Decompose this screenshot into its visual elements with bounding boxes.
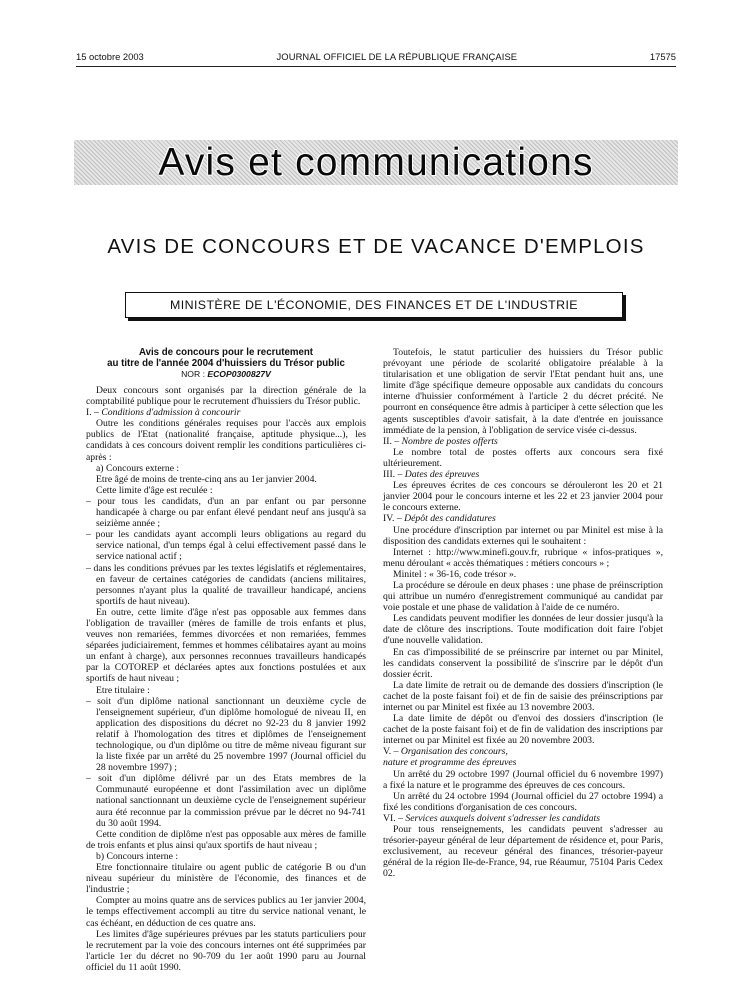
section-heading-number: I. – [86,407,102,419]
paragraph: Pour tous renseignements, les candidats peuvent s'adresser au trésorier-payeur général de leur département de résidence et, pour Paris, exclusivement, au receveur général des finances, trésorier-payeur général de la région Ile-de-France, 94, rue Réaumur, 75104 Paris Cedex 02. [383,824,663,880]
paragraph: a) Concours externe : [96,462,180,474]
paragraph: En cas d'impossibilité de se préinscrire par internet ou par Minitel, les candidats conservent la possibilité de s'inscrire par le dépôt d'un dossier écrit. [383,646,663,680]
paragraph: Les candidats peuvent modifier les données de leur dossier jusqu'à la date de clôture des inscriptions. Toute modification doit faire l'objet d'une nouvelle validation. [383,613,663,647]
paragraph: Un arrêté du 29 octobre 1997 (Journal officiel du 6 novembre 1997) a fixé la nature et le programme des épreuves de ces concours. [383,768,663,791]
section-title: AVIS DE CONCOURS ET DE VACANCE D'EMPLOIS [107,235,645,258]
section-heading-text: Organisation des concours, [400,746,508,758]
paragraph: La date limite de dépôt ou d'envoi des dossiers d'inscription (le cachet de la poste faisant foi) et de fin de validation des inscriptions par internet ou par Minitel est fixée au 20 novembre 2003. [383,713,663,747]
paragraph: Les limites d'âge supérieures prévues par les statuts particuliers pour le recrutement par la voie des concours internes ont été supprimées par l'article 1er du décret no 90-709 du 1er août 1990 paru au Journal officiel du 11 août 1990. [86,928,366,973]
ministry-name: MINISTÈRE DE L'ÉCONOMIE, DES FINANCES ET DE L'INDUSTRIE [170,298,578,312]
banner-title: Avis et communications [158,141,594,184]
section-heading [383,746,663,768]
ministry-box [125,292,623,318]
list-item: – soit d'un diplôme délivré par un des Etats membres de la Communauté européenne et dont l'assimilation avec un diplôme national sanctionnant un deuxième cycle de l'enseignement supérieur aura été reconnue par la commission prévue par le décret no 94-741 du 30 août 1994. [86,773,366,829]
paragraph: b) Concours interne : [96,850,179,862]
section-heading-text: Dates des épreuves [404,469,480,481]
left-column-body [86,385,366,973]
left-column [86,347,366,973]
paragraph: Deux concours sont organisés par la direction générale de la comptabilité publique pour le recrutement d'huissiers du Trésor public. [86,385,366,408]
paragraph: La date limite de retrait ou de demande des dossiers d'inscription (le cachet de la poste faisant foi) et de fin de saisie des préinscriptions par internet ou par Minitel est fixée au 13 novembre 2003. [383,679,663,713]
running-header [76,49,676,63]
section-heading-text: Services auxquels doivent s'adresser les candidats [405,812,600,824]
nor-reference [86,369,366,380]
paragraph: Cette limite d'âge est reculée : [96,484,213,496]
notice-title [86,347,366,369]
right-column-body [383,347,663,880]
section-heading-number: II. – [383,435,402,447]
list-item: – pour tous les candidats, d'un an par enfant ou par personne handicapée à charge ou par enfant élevé pendant neuf ans jusqu'à sa seizième année ; [86,495,366,530]
page-number: 17575 [649,50,676,62]
section-heading-text: Nombre de postes offerts [401,435,498,447]
nor-code: ECOP0300827V [207,369,271,379]
notice-title-line: au titre de l'année 2004 d'huissiers du Trésor public [107,358,345,369]
section-heading [383,436,663,447]
section-heading-number: III. – [383,469,405,481]
paragraph: Minitel : « 36-16, code trésor ». [393,568,517,580]
paragraph: Les épreuves écrites de ces concours se dérouleront les 20 et 21 janvier 2004 pour le concours interne et les 22 et 23 janvier 2004 pour le concours externe. [383,480,663,514]
issue-date: 15 octobre 2003 [76,50,144,62]
paragraph: Compter au moins quatre ans de services publics au 1er janvier 2004, le temps effectivement accompli au titre du service national venant, le cas échéant, en déduction de ces quatre ans. [86,895,366,929]
journal-title: JOURNAL OFFICIEL DE LA RÉPUBLIQUE FRANÇAISE [276,50,518,62]
notice-title-line: Avis de concours pour le recrutement [138,347,314,358]
right-column [383,347,663,880]
paragraph: Toutefois, le statut particulier des huissiers du Trésor public prévoyant une période de scolarité obligatoire préalable à la titularisation et une obligation de servir l'Etat pendant huit ans, une limite d'âge spécifique demeure opposable aux candidats du concours interne d'huissier conformément à l'article 2 du décret précité. Ne pourront en conséquence être admis à participer à cette sélection que les agents susceptibles d'avoir satisfait, à la date d'entrée en jouissance immédiate de la pension, à l'obligation de service visée ci-dessus. [383,347,663,436]
section-heading-number: VI. – [383,812,406,824]
paragraph: Internet : http://www.minefi.gouv.fr, rubrique « infos-pratiques », menu déroulant « accès thématiques : métiers concours » ; [383,546,663,569]
paragraph: Outre les conditions générales requises pour l'accès aux emplois publics de l'Etat (nationalité française, aptitude physique...), les candidats à ces concours doivent remplir les conditions particulières ci-après : [86,418,366,463]
section-heading-number: IV. – [383,513,405,525]
header-rule [76,66,676,67]
banner [74,140,678,185]
nor-label: NOR : [181,369,205,379]
paragraph: Cette condition de diplôme n'est pas opposable aux mères de famille de trois enfants et plus ainsi qu'aux sportifs de haut niveau ; [86,828,366,851]
paragraph: La procédure se déroule en deux phases : une phase de préinscription qui attribue un numéro d'enregistrement communiqué au candidat par voie postale et une phase de validation à l'aide de ce numéro. [383,579,663,614]
paragraph: Etre fonctionnaire titulaire ou agent public de catégorie B ou d'un niveau supérieur du ministère de l'économie, des finances et de l'industrie ; [86,862,366,896]
section-heading [383,469,663,480]
section-heading-text: nature et programme des épreuves [383,757,517,769]
list-item: – pour les candidats ayant accompli leurs obligations au regard du service national, d'un temps égal à celui effectivement passé dans le service national actif ; [86,529,366,563]
section-heading [86,407,366,418]
section-heading [383,513,663,524]
section-heading [383,813,663,824]
paragraph: Un arrêté du 24 octobre 1994 (Journal officiel du 27 octobre 1994) a fixé les conditions d'organisation de ces concours. [383,790,663,813]
list-item: – soit d'un diplôme national sanctionnant un deuxième cycle de l'enseignement supérieur, d'un diplôme homologué de niveau II, en application des dispositions du décret no 92-23 du 8 janvier 1992 relatif à l'homologation des titres et diplômes de l'enseignement technologique, ou d'un diplôme ou titre de même niveau figurant sur la liste fixée par un arrêté du 25 novembre 1997 (Journal officiel du 28 novembre 1997) ; [86,695,366,774]
paragraph: Etre titulaire : [96,684,150,696]
section-heading-number: V. – [383,746,401,758]
section-heading-text: Conditions d'admission à concourir [101,407,241,419]
paragraph: Une procédure d'inscription par internet ou par Minitel est mise à la disposition des candidats externes qui le souhaitent : [383,524,663,547]
paragraph: Etre âgé de moins de trente-cinq ans au 1er janvier 2004. [96,473,317,485]
section-heading-text: Dépôt des candidatures [404,513,496,525]
paragraph: Le nombre total de postes offerts aux concours sera fixé ultérieurement. [383,446,663,469]
paragraph: En outre, cette limite d'âge n'est pas opposable aux femmes dans l'obligation de travailler (mères de famille de trois enfants et plus, veuves non remariées, femmes divorcées et non remariées, femmes séparées judiciairement, femmes et hommes célibataires ayant au moins un enfant à charge), aux personnes reconnues travailleurs handicapés par la COTOREP et déclarées aptes aux fonctions postulées et aux sportifs de haut niveau ; [86,606,366,685]
list-item: – dans les conditions prévues par les textes législatifs et réglementaires, en faveur de certaines catégories de candidats (anciens militaires, personnes n'ayant plus la qualité de travailleur handicapé, anciens sportifs de haut niveau). [86,562,366,607]
